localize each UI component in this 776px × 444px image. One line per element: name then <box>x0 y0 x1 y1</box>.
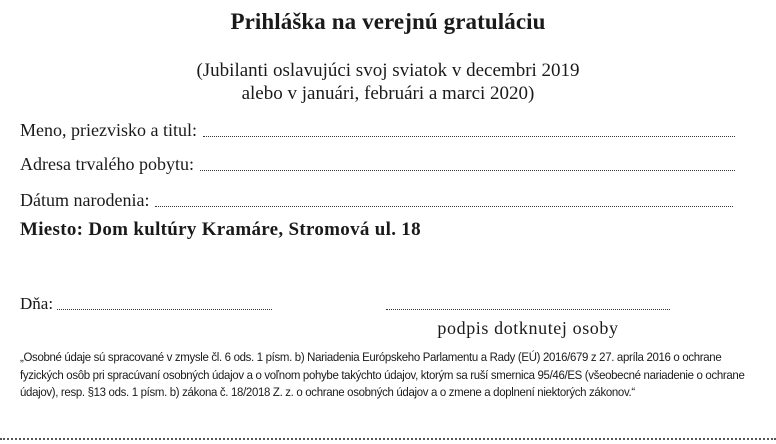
form-subtitle-line2: alebo v januári, februári a marci 2020) <box>241 83 535 104</box>
gdpr-legal-note: „Osobné údaje sú spracované v zmysle čl. 6 ods. 1 písm. b) Nariadenia Európskeho Parlamentu a Rady (EÚ) 2016/679 z 27. apríla 2016 o ochrane fyzických osôb pri spracúvaní osobných údajov a o voľnom pohybe takýchto údajov, ktorým sa ruší smernica 95/46/ES (všeobecné nariadenie o ochrane údajov), resp. §13 ods. 1 písm. b) zákona č. 18/2018 Z. z. o ochrane osobných údajov a o zmene a doplnení niektorých zákonov.“ <box>20 350 745 399</box>
address-field-label: Adresa trvalého pobytu: <box>20 154 194 174</box>
name-field-dotted-line[interactable] <box>203 135 735 137</box>
address-field-dotted-line[interactable] <box>200 169 735 171</box>
birthdate-field-label: Dátum narodenia: <box>20 190 150 210</box>
date-field[interactable] <box>20 292 272 314</box>
cut-line-divider <box>0 438 776 440</box>
event-place: Miesto: Dom kultúry Kramáre, Stromová ul. 18 <box>20 219 421 240</box>
signature-dotted-line[interactable] <box>386 309 670 310</box>
form-subtitle-line1: (Jubilanti oslavujúci svoj sviatok v decembri 2019 <box>196 60 580 81</box>
date-field-dotted-line[interactable] <box>57 309 272 310</box>
date-field-label: Dňa: <box>20 294 54 313</box>
signature-label: podpis dotknutej osoby <box>437 318 619 338</box>
address-field[interactable] <box>20 153 735 175</box>
name-field[interactable] <box>20 119 735 141</box>
birthdate-field[interactable] <box>20 189 733 211</box>
birthdate-field-dotted-line[interactable] <box>155 205 733 207</box>
form-title: Prihláška na verejnú gratuláciu <box>230 9 546 34</box>
name-field-label: Meno, priezvisko a titul: <box>20 120 197 140</box>
